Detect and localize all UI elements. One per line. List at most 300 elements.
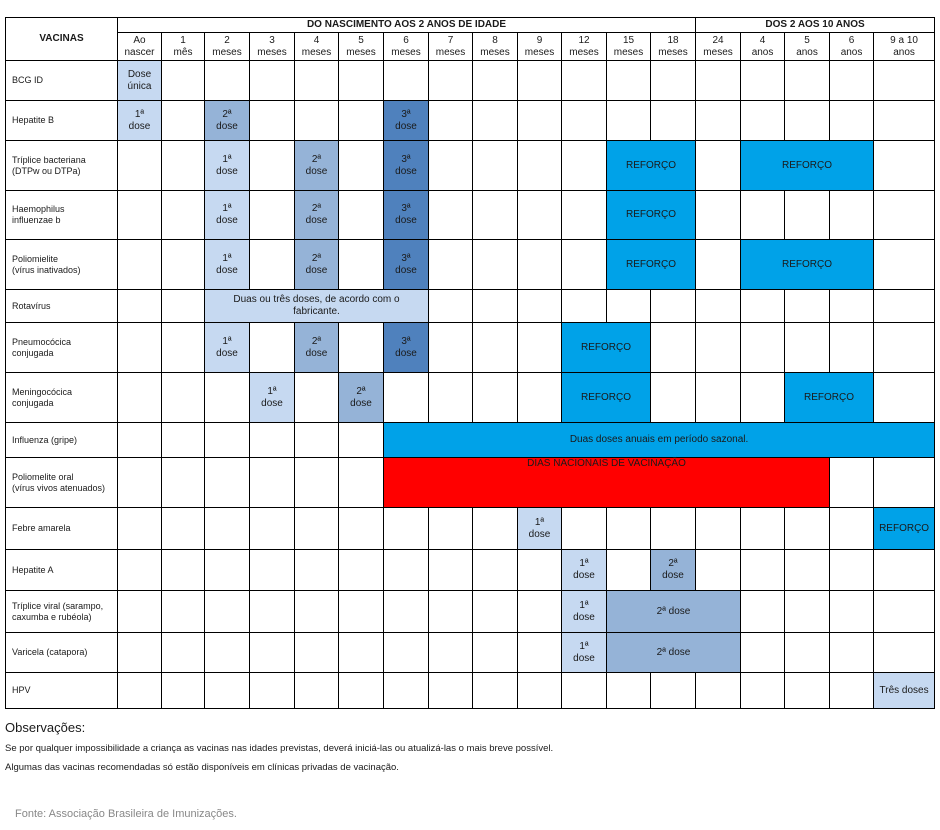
vaccine-name-line: Hepatite B [12, 115, 55, 125]
vaccine-name-line: Rotavírus [12, 300, 51, 311]
empty-cell [429, 323, 473, 373]
age-header-line: meses [524, 46, 555, 58]
age-header-cell [205, 33, 250, 61]
dose-text: 2ª [311, 252, 322, 264]
empty-cell [339, 458, 384, 508]
empty-cell [162, 458, 205, 508]
vaccine-name [6, 458, 118, 508]
empty-cell [830, 458, 874, 508]
vaccine-name-line: Febre amarela [12, 523, 71, 533]
dose-cell [607, 591, 741, 633]
dose-text: dose [395, 215, 417, 226]
empty-cell [518, 191, 562, 240]
empty-cell [741, 633, 785, 673]
empty-cell [785, 191, 830, 240]
dose-cell [205, 191, 250, 240]
empty-cell [473, 508, 518, 550]
empty-cell [518, 373, 562, 423]
vaccine-name-line: (vírus inativados) [12, 264, 81, 275]
dose-cell [205, 323, 250, 373]
empty-cell [607, 61, 651, 101]
empty-cell [250, 101, 295, 141]
empty-cell [429, 290, 473, 323]
vaccine-row [6, 323, 935, 373]
age-header-line: mês [173, 46, 193, 58]
empty-cell [162, 673, 205, 709]
dose-text: 1ª [222, 252, 232, 264]
vaccine-name-line: HPV [12, 685, 31, 695]
age-header-line: Ao [133, 34, 146, 46]
dose-text: fabricante. [293, 306, 340, 317]
empty-cell [830, 591, 874, 633]
dose-cell [651, 550, 696, 591]
empty-cell [162, 591, 205, 633]
empty-cell [562, 191, 607, 240]
age-header-line: 5 [358, 34, 364, 46]
empty-cell [205, 458, 250, 508]
dose-text: 2ª [311, 203, 322, 214]
age-header-line: 8 [492, 34, 498, 46]
age-header-line: meses [658, 46, 688, 58]
dose-text: única [127, 80, 152, 92]
empty-cell [118, 240, 162, 290]
dose-text: 1ª [267, 385, 277, 397]
age-header-cell [651, 33, 696, 61]
empty-cell [651, 61, 696, 101]
dose-text: Três doses [879, 684, 929, 696]
empty-cell [162, 191, 205, 240]
empty-cell [785, 591, 830, 633]
empty-cell [295, 508, 339, 550]
age-header-line: 3 [269, 34, 275, 46]
empty-cell [518, 101, 562, 141]
empty-cell [339, 550, 384, 591]
vaccine-name [6, 673, 118, 709]
dose-text: 2ª dose [656, 646, 691, 658]
dose-text: DIAS NACIONAIS DE VACINAÇÃO [527, 458, 686, 469]
vaccine-name [6, 373, 118, 423]
empty-cell [785, 290, 830, 323]
dose-cell [384, 141, 429, 191]
empty-cell [250, 633, 295, 673]
empty-cell [651, 323, 696, 373]
vaccine-name [6, 240, 118, 290]
empty-cell [473, 290, 518, 323]
dose-cell [384, 240, 429, 290]
empty-cell [118, 508, 162, 550]
empty-cell [250, 423, 295, 458]
empty-cell [741, 508, 785, 550]
empty-cell [785, 61, 830, 101]
empty-cell [696, 101, 741, 141]
dose-text: 3ª [401, 203, 411, 214]
vaccine-name-line: (vírus vivos atenuados) [12, 482, 106, 493]
age-header-line: 2 [224, 34, 230, 46]
dose-text: dose [573, 611, 595, 623]
dose-text: dose [128, 120, 151, 132]
dose-text: 2ª [311, 153, 322, 165]
vaccine-name [6, 61, 118, 101]
empty-cell [473, 191, 518, 240]
empty-cell [339, 141, 384, 191]
reforco-cell [607, 191, 696, 240]
empty-cell [339, 240, 384, 290]
dose-text: 2ª [668, 558, 678, 569]
age-header-line: meses [257, 46, 287, 58]
empty-cell [205, 591, 250, 633]
empty-cell [429, 550, 473, 591]
vaccine-row [6, 61, 935, 101]
empty-cell [295, 673, 339, 709]
empty-cell [607, 550, 651, 591]
empty-cell [741, 550, 785, 591]
national-days-cell [384, 458, 830, 508]
empty-cell [118, 591, 162, 633]
empty-cell [874, 550, 935, 591]
reforco-cell [741, 141, 874, 191]
empty-cell [696, 550, 741, 591]
empty-cell [250, 591, 295, 633]
dose-text: dose [395, 264, 417, 276]
empty-cell [830, 508, 874, 550]
vaccine-row [6, 191, 935, 240]
empty-cell [473, 673, 518, 709]
empty-cell [429, 591, 473, 633]
empty-cell [384, 508, 429, 550]
vaccine-name [6, 141, 118, 191]
empty-cell [473, 240, 518, 290]
vaccine-name-line: Poliomielite [12, 253, 59, 264]
empty-cell [874, 591, 935, 633]
dose-text: dose [216, 347, 238, 359]
empty-cell [384, 633, 429, 673]
empty-cell [118, 323, 162, 373]
empty-cell [785, 633, 830, 673]
vaccine-row [6, 458, 935, 508]
dose-text: 1ª [579, 558, 589, 569]
empty-cell [874, 191, 935, 240]
dose-cell [250, 373, 295, 423]
vaccine-row [6, 290, 935, 323]
age-header-line: 7 [447, 34, 454, 46]
dose-cell [205, 101, 250, 141]
empty-cell [118, 141, 162, 191]
dose-text: 3ª [401, 335, 411, 347]
dose-text: 1ª [579, 640, 589, 652]
age-header-cell [295, 33, 339, 61]
empty-cell [830, 290, 874, 323]
empty-cell [162, 240, 205, 290]
empty-cell [651, 101, 696, 141]
vaccination-schedule-table [5, 17, 935, 709]
age-header-cell [384, 33, 429, 61]
empty-cell [162, 423, 205, 458]
vaccine-name [6, 508, 118, 550]
vaccine-name-line: Hepatite A [12, 564, 54, 575]
empty-cell [429, 240, 473, 290]
dose-text: dose [305, 215, 328, 226]
empty-cell [162, 101, 205, 141]
empty-cell [830, 61, 874, 101]
empty-cell [741, 591, 785, 633]
age-header-line: meses [703, 46, 733, 58]
dose-text: 2ª [356, 385, 366, 397]
empty-cell [205, 61, 250, 101]
vaccines-column-header: VACINAS [6, 18, 118, 61]
empty-cell [339, 191, 384, 240]
empty-cell [250, 323, 295, 373]
empty-cell [785, 673, 830, 709]
age-header-cell [429, 33, 473, 61]
age-header-line: 5 [804, 34, 810, 46]
age-header-cell [162, 33, 205, 61]
empty-cell [429, 101, 473, 141]
empty-cell [518, 61, 562, 101]
vaccine-name-line: Pneumocócica [12, 336, 72, 347]
empty-cell [250, 61, 295, 101]
birth-to-2-years-header: DO NASCIMENTO AOS 2 ANOS DE IDADE [118, 18, 696, 33]
empty-cell [384, 61, 429, 101]
empty-cell [874, 323, 935, 373]
empty-cell [696, 141, 741, 191]
empty-cell [118, 191, 162, 240]
empty-cell [874, 290, 935, 323]
age-header-line: meses [435, 46, 466, 58]
empty-cell [518, 591, 562, 633]
vaccine-name-line: influenzae b [12, 215, 61, 225]
age-header-line: 4 [313, 34, 320, 46]
age-header-line: 1 [180, 34, 186, 46]
dose-cell [607, 633, 741, 673]
vaccine-row [6, 508, 935, 550]
empty-cell [562, 61, 607, 101]
empty-cell [295, 550, 339, 591]
vaccine-name [6, 633, 118, 673]
empty-cell [785, 323, 830, 373]
dose-cell [874, 673, 935, 709]
dose-text: dose [662, 570, 684, 581]
age-header-line: meses [212, 46, 242, 58]
empty-cell [205, 508, 250, 550]
dose-text: Dose [127, 68, 152, 80]
empty-cell [874, 61, 935, 101]
empty-cell [339, 673, 384, 709]
age-header-cell [607, 33, 651, 61]
empty-cell [874, 458, 935, 508]
dose-text: dose [573, 570, 595, 581]
vaccine-name-line: (DTPw ou DTPa) [12, 165, 81, 176]
age-header-cell [518, 33, 562, 61]
dose-cell [295, 191, 339, 240]
empty-cell [696, 373, 741, 423]
dose-cell [562, 591, 607, 633]
dose-cell [295, 240, 339, 290]
age-header-line: 6 [403, 34, 409, 46]
empty-cell [118, 373, 162, 423]
empty-cell [518, 673, 562, 709]
observations-title: Observações: [5, 720, 86, 735]
empty-cell [741, 191, 785, 240]
empty-cell [250, 141, 295, 191]
empty-cell [607, 673, 651, 709]
age-header-cell [250, 33, 295, 61]
empty-cell [295, 61, 339, 101]
empty-cell [429, 141, 473, 191]
vaccine-row [6, 423, 935, 458]
age-header-cell [473, 33, 518, 61]
empty-cell [339, 323, 384, 373]
empty-cell [384, 550, 429, 591]
age-header-line: meses [391, 46, 421, 58]
empty-cell [429, 373, 473, 423]
empty-cell [473, 61, 518, 101]
vaccine-name-line: Influenza (gripe) [12, 434, 78, 445]
empty-cell [696, 240, 741, 290]
empty-cell [651, 373, 696, 423]
empty-cell [250, 673, 295, 709]
vaccine-row [6, 550, 935, 591]
empty-cell [518, 323, 562, 373]
vaccine-name-line: Poliomelite oral [12, 471, 74, 482]
dose-cell [205, 141, 250, 191]
dose-text: REFORÇO [804, 391, 855, 403]
empty-cell [518, 141, 562, 191]
age-header-line: anos [796, 46, 818, 58]
dose-text: 1ª [134, 108, 145, 120]
empty-cell [162, 508, 205, 550]
empty-cell [162, 550, 205, 591]
empty-cell [696, 508, 741, 550]
empty-cell [429, 61, 473, 101]
reforco-cell [874, 508, 935, 550]
empty-cell [250, 458, 295, 508]
dose-text: 2ª [311, 335, 322, 347]
dose-text: dose [528, 528, 551, 540]
empty-cell [339, 591, 384, 633]
empty-cell [250, 550, 295, 591]
observation-line-2: Algumas das vacinas recomendadas só estão disponíveis em clínicas privadas de vacinação. [5, 762, 399, 773]
dose-text: 3ª [401, 252, 411, 264]
2-to-10-years-header: DOS 2 AOS 10 ANOS [696, 18, 935, 33]
reforco-cell [562, 323, 651, 373]
empty-cell [830, 673, 874, 709]
empty-cell [562, 141, 607, 191]
age-header-cell [696, 33, 741, 61]
dose-text: dose [305, 347, 328, 359]
reforco-cell [741, 240, 874, 290]
empty-cell [473, 550, 518, 591]
observation-line-1: Se por qualquer impossibilidade a criança as vacinas nas idades previstas, deverá iniciá-las ou atualizá-las o mais breve possível. [5, 743, 554, 754]
empty-cell [562, 673, 607, 709]
vaccine-name-line: Tríplice bacteriana [12, 154, 86, 165]
dose-text: dose [305, 165, 328, 177]
empty-cell [250, 240, 295, 290]
empty-cell [295, 458, 339, 508]
empty-cell [473, 323, 518, 373]
empty-cell [651, 508, 696, 550]
age-header-cell [339, 33, 384, 61]
empty-cell [607, 508, 651, 550]
dose-text: 1ª [534, 516, 545, 528]
vaccine-name-line: Varicela (catapora) [12, 647, 88, 657]
age-header-cell [118, 33, 162, 61]
reforco-cell [785, 373, 874, 423]
dose-text: 1ª [222, 335, 232, 347]
empty-cell [295, 101, 339, 141]
empty-cell [295, 373, 339, 423]
dose-text: dose [261, 397, 283, 409]
vaccine-name [6, 290, 118, 323]
vaccine-name [6, 323, 118, 373]
age-header-cell [874, 33, 935, 61]
dose-text: 3ª [401, 153, 411, 165]
empty-cell [562, 290, 607, 323]
dose-text: Duas ou três doses, de acordo com o [233, 294, 400, 305]
age-header-line: 12 [578, 34, 590, 46]
empty-cell [830, 633, 874, 673]
dose-text: 2ª [222, 108, 232, 120]
dose-text: dose [216, 165, 238, 177]
empty-cell [518, 240, 562, 290]
empty-cell [562, 508, 607, 550]
vaccine-name [6, 550, 118, 591]
dose-cell [118, 61, 162, 101]
empty-cell [874, 141, 935, 191]
dose-cell [384, 191, 429, 240]
empty-cell [429, 191, 473, 240]
empty-cell [562, 101, 607, 141]
vaccine-name-line: Tríplice viral (sarampo, [12, 600, 104, 611]
dose-text: REFORÇO [782, 159, 833, 171]
dose-text: dose [305, 264, 328, 276]
empty-cell [607, 290, 651, 323]
age-header-cell [562, 33, 607, 61]
age-header-cell [785, 33, 830, 61]
empty-cell [830, 191, 874, 240]
empty-cell [741, 373, 785, 423]
empty-cell [741, 290, 785, 323]
dose-text: REFORÇO [626, 209, 677, 220]
dose-text: REFORÇO [626, 159, 677, 171]
empty-cell [696, 191, 741, 240]
empty-cell [830, 550, 874, 591]
source-note: Fonte: Associação Brasileira de Imunizações. [15, 808, 237, 820]
empty-cell [162, 61, 205, 101]
empty-cell [785, 508, 830, 550]
vaccine-row [6, 633, 935, 673]
age-header-line: nascer [124, 46, 155, 58]
empty-cell [339, 101, 384, 141]
empty-cell [118, 673, 162, 709]
dose-text: Duas doses anuais em período sazonal. [569, 434, 749, 445]
dose-text: REFORÇO [581, 341, 631, 353]
dose-cell [562, 550, 607, 591]
empty-cell [473, 141, 518, 191]
empty-cell [473, 101, 518, 141]
vaccine-row [6, 141, 935, 191]
empty-cell [429, 673, 473, 709]
vaccine-name-line: BCG ID [12, 75, 44, 85]
reforco-cell [607, 141, 696, 191]
empty-cell [118, 550, 162, 591]
empty-cell [473, 633, 518, 673]
empty-cell [295, 423, 339, 458]
vaccine-row [6, 240, 935, 290]
empty-cell [118, 290, 162, 323]
vaccine-name [6, 591, 118, 633]
empty-cell [651, 290, 696, 323]
empty-cell [518, 550, 562, 591]
